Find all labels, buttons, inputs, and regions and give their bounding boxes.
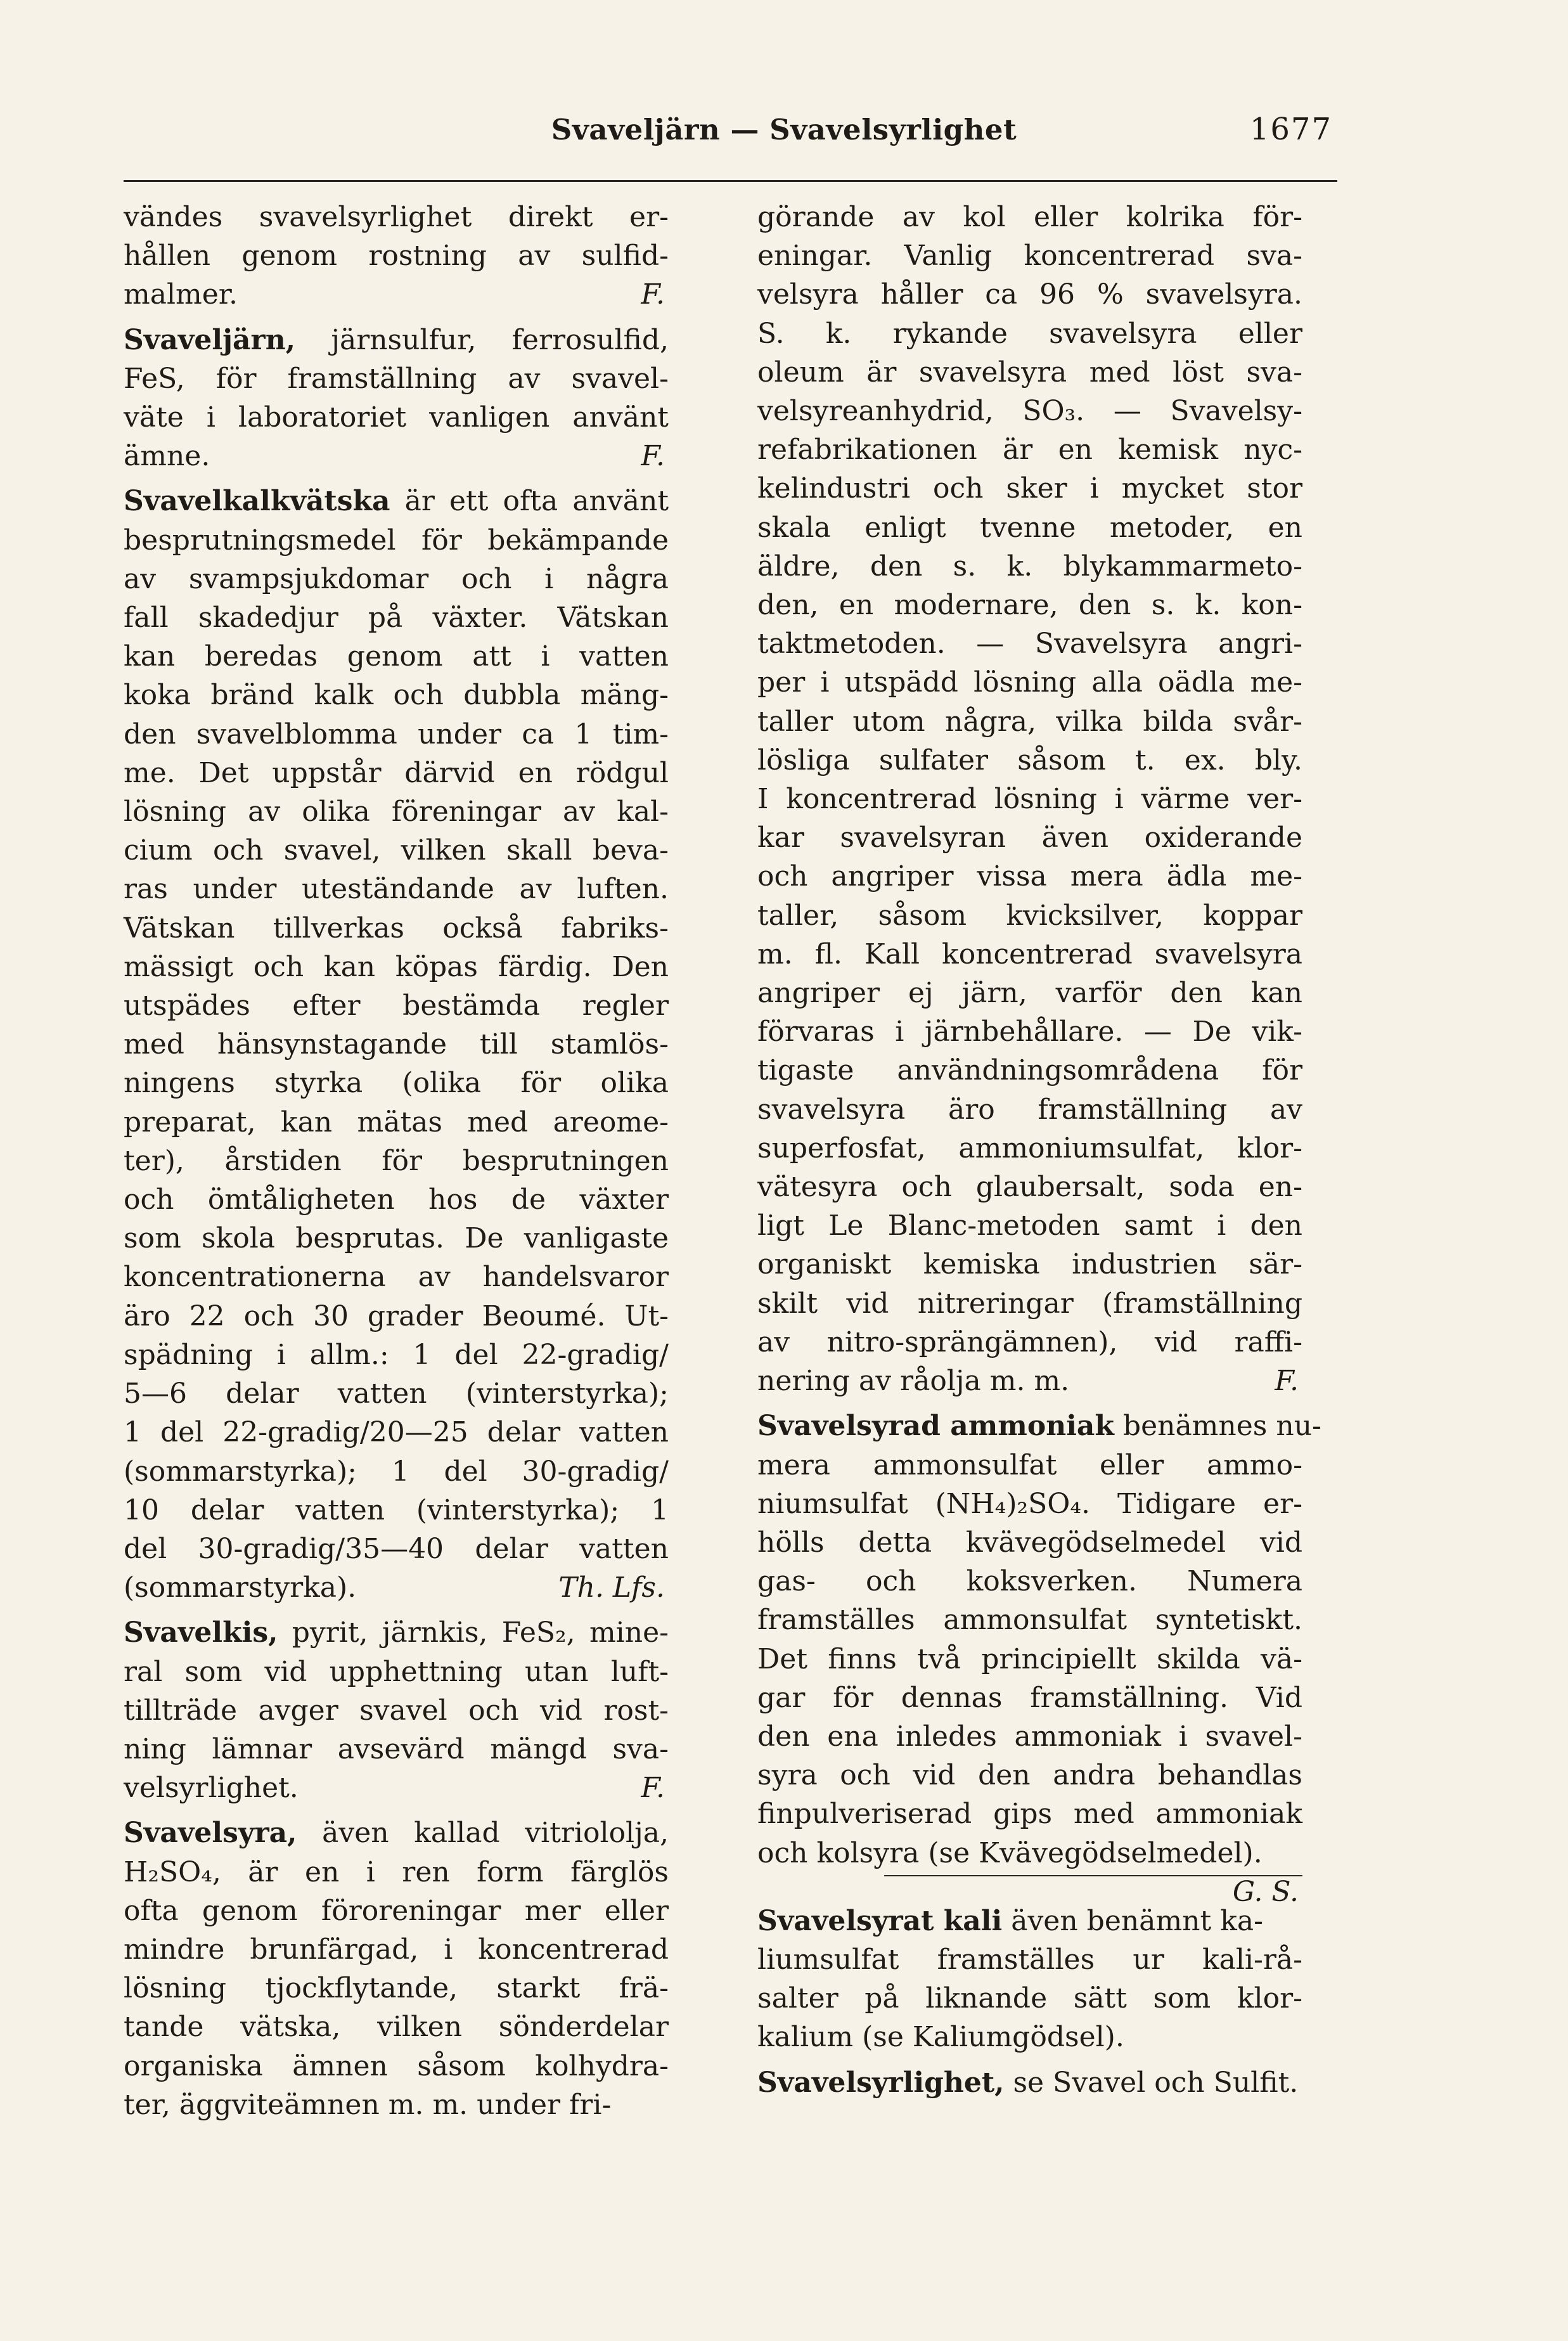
entry-text: Det finns två principiellt skilda vä- bbox=[757, 1642, 1302, 1675]
entry-text: lösliga sulfater såsom t. ex. bly. bbox=[757, 744, 1302, 777]
text-line bbox=[124, 521, 669, 560]
text-line bbox=[757, 1129, 1302, 1168]
entry-text: ral som vid upphettning utan luft- bbox=[124, 1655, 669, 1688]
text-line bbox=[124, 2086, 669, 2124]
entry-text: tillträde avger svavel och vid rost- bbox=[124, 1694, 669, 1727]
entry-text: av nitro-sprängämnen), vid raffi- bbox=[757, 1325, 1302, 1358]
entry-text: niumsulfat (NH₄)₂SO₄. Tidigare er- bbox=[757, 1487, 1302, 1520]
entry-text: ämne. bbox=[124, 440, 210, 473]
text-line bbox=[124, 398, 669, 437]
text-line bbox=[757, 974, 1302, 1012]
text-line bbox=[124, 1930, 669, 1969]
entry-text: även benämnt ka- bbox=[1002, 1904, 1263, 1937]
entry-text: 5—6 delar vatten (vinterstyrka); bbox=[124, 1377, 669, 1410]
entry-text: mässigt och kan köpas färdig. Den bbox=[124, 950, 669, 983]
text-line bbox=[124, 198, 669, 236]
entry-headword: Svavelkalkvätska bbox=[124, 485, 390, 518]
entry-text: angriper ej järn, varför den kan bbox=[757, 977, 1302, 1010]
text-line bbox=[757, 1717, 1302, 1756]
text-line bbox=[757, 275, 1302, 314]
text-line bbox=[757, 353, 1302, 392]
author-signature: Th. Lfs. bbox=[558, 1571, 665, 1604]
entry-text: mindre brunfärgad, i koncentrerad bbox=[124, 1933, 669, 1966]
entry-text: se Svavel och Sulfit. bbox=[1004, 2066, 1299, 2099]
entry-text: per i utspädd lösning alla oädla me- bbox=[757, 666, 1302, 699]
entry-text: ter), årstiden för besprutningen bbox=[124, 1144, 669, 1177]
entry-text: (sommarstyrka). bbox=[124, 1571, 357, 1604]
author-signature: F. bbox=[1275, 1365, 1299, 1398]
text-line bbox=[124, 1297, 669, 1336]
text-line bbox=[757, 508, 1302, 547]
entry-text: fall skadedjur på växter. Vätskan bbox=[124, 602, 669, 635]
entry-text: superfosfat, ammoniumsulfat, klor- bbox=[757, 1132, 1302, 1164]
running-header: Svaveljärn — Svavelsyrlighet bbox=[551, 113, 1017, 146]
text-line bbox=[124, 1530, 669, 1568]
entry-gap bbox=[124, 1807, 669, 1814]
text-line bbox=[124, 2008, 669, 2046]
text-line bbox=[757, 1485, 1302, 1523]
entry-text: hållen genom rostning av sulfid- bbox=[124, 240, 669, 273]
text-line bbox=[124, 1064, 669, 1102]
text-line bbox=[124, 986, 669, 1025]
text-line bbox=[124, 1219, 669, 1258]
entry-text: taller, såsom kvicksilver, koppar bbox=[757, 899, 1302, 932]
entry-text: vätesyra och glaubersalt, soda en- bbox=[757, 1171, 1302, 1204]
text-line bbox=[124, 870, 669, 908]
dictionary-entry bbox=[757, 2063, 1302, 2102]
entry-text: järnsulfur, ferrosulfid, bbox=[295, 323, 669, 356]
text-line bbox=[757, 935, 1302, 974]
text-line bbox=[757, 430, 1302, 469]
text-line bbox=[757, 1362, 1302, 1400]
author-signature: F. bbox=[641, 1772, 665, 1805]
entry-text: 10 delar vatten (vinterstyrka); 1 bbox=[124, 1493, 669, 1526]
text-line bbox=[757, 1245, 1302, 1284]
entry-text: skilt vid nitreringar (framställning bbox=[757, 1287, 1302, 1320]
text-line bbox=[757, 1979, 1302, 2018]
entry-text: H₂SO₄, är en i ren form färglös bbox=[124, 1855, 669, 1888]
entry-text: är ett ofta använt bbox=[390, 485, 669, 518]
text-line bbox=[757, 1940, 1302, 1979]
entry-text: koncentrationerna av handelsvaror bbox=[124, 1261, 669, 1294]
entry-text: och ömtåligheten hos de växter bbox=[124, 1183, 669, 1216]
entry-gap bbox=[757, 1400, 1302, 1407]
entry-text: mera ammonsulfat eller ammo- bbox=[757, 1448, 1302, 1481]
entry-text: av svampsjukdomar och i några bbox=[124, 562, 669, 595]
dictionary-entry bbox=[124, 1814, 669, 2124]
text-line bbox=[757, 1090, 1302, 1129]
text-line bbox=[124, 676, 669, 714]
text-line bbox=[124, 1853, 669, 1892]
text-line bbox=[757, 1640, 1302, 1679]
text-line bbox=[124, 1180, 669, 1219]
text-line bbox=[124, 637, 669, 676]
entry-gap bbox=[124, 475, 669, 482]
text-line bbox=[124, 754, 669, 792]
text-line bbox=[124, 1025, 669, 1064]
entry-text: utspädes efter bestämda regler bbox=[124, 990, 669, 1022]
text-line bbox=[124, 1892, 669, 1930]
text-line bbox=[757, 314, 1302, 353]
text-line bbox=[124, 1413, 669, 1452]
text-line bbox=[757, 1446, 1302, 1485]
entry-text: kar svavelsyran även oxiderande bbox=[757, 822, 1302, 854]
text-line bbox=[124, 1258, 669, 1296]
entry-text: salter på liknande sätt som klor- bbox=[757, 1982, 1302, 2015]
entry-headword: Svavelsyrlighet, bbox=[757, 2066, 1005, 2099]
entry-text: 1 del 22-gradig/20—25 delar vatten bbox=[124, 1416, 669, 1449]
text-line bbox=[124, 1142, 669, 1180]
text-line bbox=[124, 1613, 669, 1652]
text-line bbox=[124, 1691, 669, 1730]
dictionary-entry bbox=[124, 1613, 669, 1807]
entry-text: Vätskan tillverkas också fabriks- bbox=[124, 912, 669, 945]
text-line bbox=[757, 1168, 1302, 1206]
entry-gap bbox=[124, 314, 669, 321]
entry-text: tande vätska, vilken sönderdelar bbox=[124, 2011, 669, 2044]
entry-text: med hänsynstagande till stamlös- bbox=[124, 1028, 669, 1061]
entry-text: framställes ammonsulfat syntetiskt. bbox=[757, 1604, 1302, 1637]
dictionary-entry bbox=[757, 198, 1302, 1400]
text-line bbox=[757, 1012, 1302, 1051]
entry-text: m. fl. Kall koncentrerad svavelsyra bbox=[757, 938, 1302, 971]
entry-text: äro 22 och 30 grader Beoumé. Ut- bbox=[124, 1299, 669, 1332]
text-line bbox=[757, 702, 1302, 741]
text-line bbox=[757, 896, 1302, 935]
text-line bbox=[757, 236, 1302, 275]
entry-text: velsyra håller ca 96 % svavelsyra. bbox=[757, 278, 1302, 311]
text-line bbox=[757, 1523, 1302, 1562]
entry-text: organiskt kemiska industrien sär- bbox=[757, 1248, 1302, 1281]
text-line bbox=[124, 1568, 669, 1607]
entry-text: preparat, kan mätas med areome- bbox=[124, 1106, 669, 1138]
text-line bbox=[124, 236, 669, 275]
text-line bbox=[757, 1562, 1302, 1601]
dictionary-entry bbox=[124, 198, 669, 314]
right-column bbox=[757, 198, 1321, 2102]
text-line bbox=[757, 392, 1302, 430]
entry-text: som skola besprutas. De vanligaste bbox=[124, 1222, 669, 1255]
entry-text: oleum är svavelsyra med löst sva- bbox=[757, 356, 1302, 389]
text-line bbox=[757, 663, 1302, 702]
entry-headword: Svavelsyrad ammoniak bbox=[757, 1410, 1114, 1443]
entry-text: vändes svavelsyrlighet direkt er- bbox=[124, 201, 669, 233]
entry-text: cium och svavel, vilken skall beva- bbox=[124, 834, 669, 867]
entry-text: kalium (se Kaliumgödsel). bbox=[757, 2021, 1124, 2054]
entry-gap bbox=[124, 1607, 669, 1613]
entry-text: finpulveriserad gips med ammoniak bbox=[757, 1798, 1302, 1831]
entry-text: taktmetoden. — Svavelsyra angri- bbox=[757, 628, 1302, 661]
text-line bbox=[124, 598, 669, 637]
entry-text: velsyrlighet. bbox=[124, 1772, 299, 1805]
entry-text: (sommarstyrka); 1 del 30-gradig/ bbox=[124, 1455, 669, 1488]
author-signature: F. bbox=[641, 440, 665, 473]
entry-text: ningens styrka (olika för olika bbox=[124, 1067, 669, 1100]
left-column bbox=[124, 198, 669, 2124]
entry-text: FeS, för framställning av svavel- bbox=[124, 362, 669, 395]
text-line bbox=[124, 792, 669, 831]
entry-text: refabrikationen är en kemisk nyc- bbox=[757, 434, 1302, 467]
entry-headword: Svavelkis, bbox=[124, 1616, 278, 1649]
entry-text: nering av råolja m. m. bbox=[757, 1365, 1070, 1398]
text-line bbox=[757, 857, 1302, 896]
entry-text: görande av kol eller kolrika för- bbox=[757, 201, 1302, 233]
text-line bbox=[124, 909, 669, 948]
entry-text: äldre, den s. k. blykammarmeto- bbox=[757, 550, 1302, 583]
entry-text: besprutningsmedel för bekämpande bbox=[124, 524, 669, 557]
text-line bbox=[757, 1795, 1302, 1833]
entry-text: gas- och koksverken. Numera bbox=[757, 1565, 1302, 1598]
entry-text: ter, äggviteämnen m. m. under fri- bbox=[124, 2088, 612, 2121]
text-line bbox=[757, 1051, 1302, 1090]
text-line bbox=[124, 359, 669, 398]
entry-text: ras under uteständande av luften. bbox=[124, 873, 669, 906]
text-line bbox=[124, 275, 669, 314]
entry-text: organiska ämnen såsom kolhydra- bbox=[124, 2049, 669, 2082]
entry-text: liumsulfat framställes ur kali-rå- bbox=[757, 1943, 1302, 1976]
text-line bbox=[124, 715, 669, 754]
entry-text: skala enligt tvenne metoder, en bbox=[757, 511, 1302, 544]
text-line bbox=[757, 818, 1302, 857]
text-line bbox=[757, 1206, 1302, 1245]
text-line bbox=[757, 1679, 1302, 1717]
text-line bbox=[124, 831, 669, 870]
entry-text: den ena inledes ammoniak i svavel- bbox=[757, 1720, 1302, 1753]
entry-text: del 30-gradig/35—40 delar vatten bbox=[124, 1532, 669, 1565]
dictionary-entry bbox=[124, 321, 669, 476]
text-line bbox=[124, 437, 669, 475]
entry-text: väte i laboratoriet vanligen använt bbox=[124, 401, 669, 434]
entry-text: I koncentrerad lösning i värme ver- bbox=[757, 783, 1302, 816]
page-number: 1677 bbox=[1249, 112, 1332, 147]
entry-text: syra och vid den andra behandlas bbox=[757, 1759, 1302, 1792]
entry-text: tigaste användningsområdena för bbox=[757, 1054, 1302, 1087]
text-line bbox=[757, 1407, 1321, 1445]
text-line bbox=[124, 1769, 669, 1807]
entry-text: ofta genom föroreningar mer eller bbox=[124, 1894, 669, 1927]
entry-text: me. Det uppstår därvid en rödgul bbox=[124, 756, 669, 789]
text-line bbox=[757, 547, 1302, 586]
text-line bbox=[757, 1323, 1302, 1362]
entry-text: spädning i allm.: 1 del 22-gradig/ bbox=[124, 1338, 669, 1371]
text-line bbox=[757, 469, 1302, 508]
entry-text: svavelsyra äro framställning av bbox=[757, 1093, 1302, 1126]
text-line bbox=[757, 586, 1302, 624]
text-line bbox=[757, 198, 1302, 236]
entry-text: koka bränd kalk och dubbla mäng- bbox=[124, 679, 669, 712]
text-line bbox=[757, 1284, 1302, 1323]
text-line bbox=[757, 624, 1302, 663]
author-signature: G. S. bbox=[1232, 1875, 1299, 1908]
text-line bbox=[124, 1452, 669, 1491]
entry-gap bbox=[757, 2057, 1302, 2063]
author-signature: F. bbox=[641, 278, 665, 311]
text-line bbox=[757, 1601, 1302, 1639]
entry-text: även kallad vitriololja, bbox=[297, 1817, 669, 1850]
text-line bbox=[757, 1756, 1302, 1795]
text-line bbox=[124, 560, 669, 598]
text-line bbox=[124, 1969, 669, 2008]
entry-text: ligt Le Blanc-metoden samt i den bbox=[757, 1209, 1302, 1242]
entry-text: förvaras i järnbehållare. — De vik- bbox=[757, 1016, 1302, 1048]
text-line bbox=[757, 2063, 1302, 2102]
text-line bbox=[124, 321, 669, 359]
text-line bbox=[124, 1374, 669, 1413]
entry-text: taller utom några, vilka bilda svår- bbox=[757, 705, 1302, 738]
entry-text: lösning tjockflytande, starkt frä- bbox=[124, 1972, 669, 2005]
text-line bbox=[757, 1834, 1302, 1908]
entry-text: pyrit, järnkis, FeS₂, mine- bbox=[278, 1616, 669, 1649]
entry-text: S. k. rykande svavelsyra eller bbox=[757, 317, 1302, 350]
entry-text: malmer. bbox=[124, 278, 238, 311]
entry-text: och kolsyra (se Kvävegödselmedel). bbox=[757, 1836, 1263, 1869]
text-line bbox=[124, 482, 669, 520]
text-line bbox=[124, 1103, 669, 1142]
entry-text: gar för dennas framställning. Vid bbox=[757, 1681, 1302, 1714]
entry-text: ning lämnar avsevärd mängd sva- bbox=[124, 1732, 669, 1765]
dictionary-entry bbox=[757, 1902, 1302, 2057]
text-line bbox=[124, 948, 669, 986]
entry-text: den svavelblomma under ca 1 tim- bbox=[124, 718, 669, 751]
entry-headword: Svavelsyrat kali bbox=[757, 1904, 1003, 1937]
entry-text: den, en modernare, den s. k. kon- bbox=[757, 589, 1302, 622]
entry-headword: Svaveljärn, bbox=[124, 323, 296, 356]
entry-text: lösning av olika föreningar av kal- bbox=[124, 796, 669, 829]
text-line bbox=[124, 2047, 669, 2086]
dictionary-entry bbox=[757, 1407, 1321, 1908]
entry-text: benämnes nu- bbox=[1114, 1410, 1321, 1443]
entry-text: hölls detta kvävegödselmedel vid bbox=[757, 1526, 1302, 1559]
text-line bbox=[124, 1653, 669, 1691]
entry-text: kelindustri och sker i mycket stor bbox=[757, 472, 1302, 505]
text-line bbox=[124, 1814, 669, 1852]
text-line bbox=[124, 1336, 669, 1374]
text-line bbox=[757, 780, 1302, 818]
entry-text: eningar. Vanlig koncentrerad sva- bbox=[757, 240, 1302, 273]
entry-text: och angriper vissa mera ädla me- bbox=[757, 860, 1302, 893]
entry-text: velsyreanhydrid, SO₃. — Svavelsy- bbox=[757, 395, 1302, 428]
text-line bbox=[757, 1902, 1302, 1940]
text-line bbox=[124, 1491, 669, 1530]
text-line bbox=[757, 741, 1302, 780]
header-rule bbox=[124, 180, 1337, 182]
text-line bbox=[124, 1730, 669, 1769]
dictionary-entry bbox=[124, 482, 669, 1607]
entry-text: kan beredas genom att i vatten bbox=[124, 640, 669, 673]
text-line bbox=[757, 2018, 1302, 2056]
entry-headword: Svavelsyra, bbox=[124, 1817, 297, 1850]
